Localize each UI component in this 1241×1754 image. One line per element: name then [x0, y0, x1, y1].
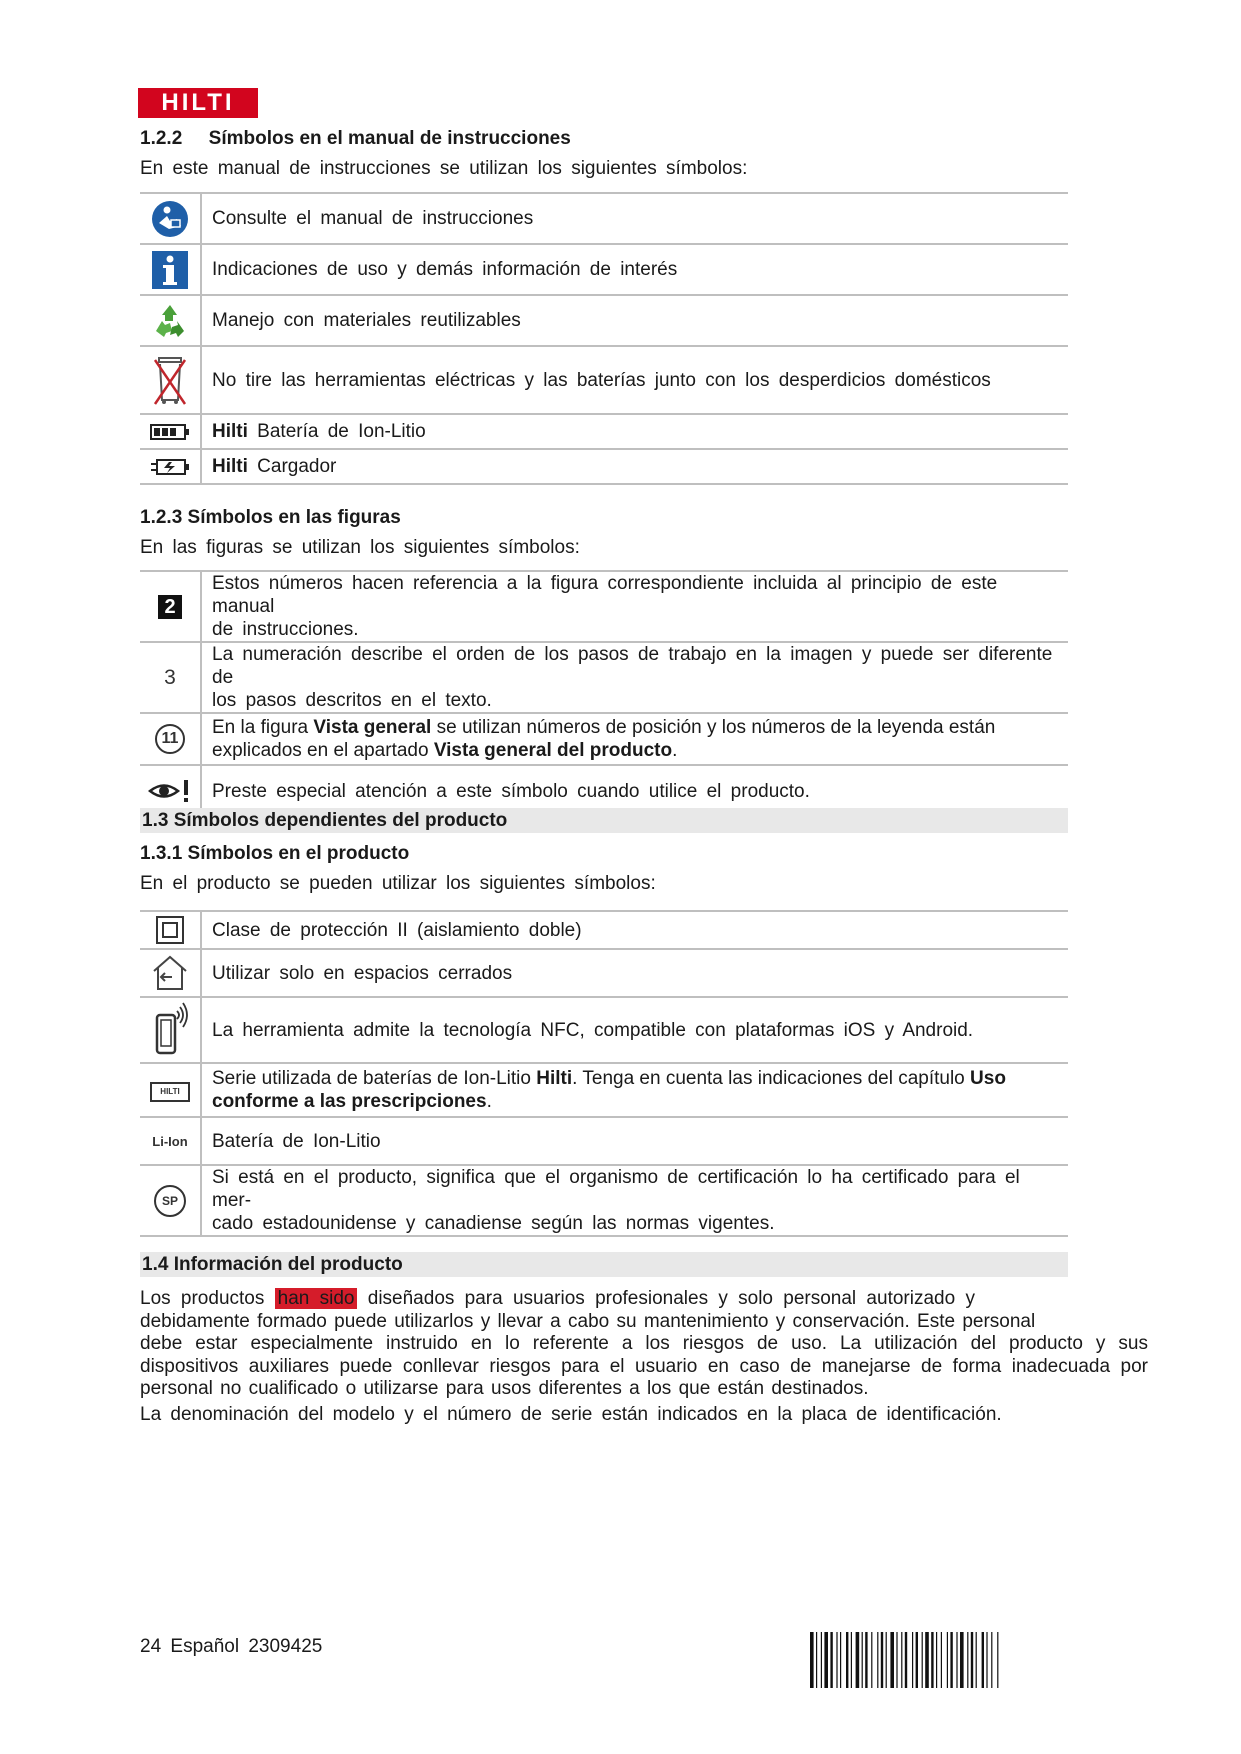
- table-row: [140, 244, 1068, 295]
- table-cell: La herramienta admite la tecnología NFC, compatible con plataformas iOS y Android.: [201, 997, 1068, 1063]
- barcode-bar: [941, 1632, 942, 1688]
- table-row: [140, 346, 1068, 414]
- step-number-icon: 3: [140, 642, 201, 713]
- table-cell: En la figura Vista general se utilizan números de posición y los números de la leyenda están explicados en el apartado Vista general del producto.: [201, 713, 1068, 765]
- barcode-bar: [836, 1632, 837, 1688]
- barcode-bar: [982, 1632, 984, 1688]
- protection-class-ii-icon: [140, 911, 201, 949]
- table-cell: Preste especial atención a este símbolo cuando utilice el producto.: [201, 765, 1068, 817]
- recycle-icon: [140, 295, 201, 346]
- section-1-3-title: 1.3 Símbolos dependientes del producto: [140, 808, 1068, 833]
- barcode-bar: [956, 1632, 957, 1688]
- table-cell: Clase de protección II (aislamiento doble): [201, 911, 1068, 949]
- barcode-bar: [851, 1632, 852, 1688]
- barcode-bar: [950, 1632, 952, 1688]
- barcode-bar: [967, 1632, 968, 1688]
- table-cell: Serie utilizada de baterías de Ion-Litio Hilti. Tenga en cuenta las indicaciones del capítulo Uso conforme a las prescripciones.: [201, 1063, 1068, 1117]
- product-symbols-table: [140, 910, 1068, 1237]
- table-cell: Hilti Batería de Ion-Litio: [201, 414, 1068, 449]
- section-1-4-title: 1.4 Información del producto: [140, 1252, 1068, 1277]
- barcode-bar: [810, 1632, 814, 1688]
- crossed-bin-icon: [140, 346, 201, 414]
- barcode-bar: [871, 1632, 872, 1688]
- info-icon: [140, 244, 201, 295]
- hilti-logo: HILTI: [138, 88, 258, 118]
- figure-symbols-table: [140, 570, 1068, 818]
- barcode-bar: [947, 1632, 948, 1688]
- barcode-bar: [816, 1632, 817, 1688]
- barcode-bar: [936, 1632, 937, 1688]
- barcode-bar: [830, 1632, 832, 1688]
- barcode-bar: [856, 1632, 860, 1688]
- indoor-use-icon: [140, 949, 201, 997]
- manual-symbols-table: [140, 192, 1068, 485]
- barcode-bar: [971, 1632, 973, 1688]
- barcode-bar: [905, 1632, 907, 1688]
- table-row: [140, 997, 1068, 1063]
- table-row: [140, 949, 1068, 997]
- barcode-bar: [976, 1632, 977, 1688]
- table-cell: Hilti Cargador: [201, 449, 1068, 484]
- table-row: [140, 1117, 1068, 1165]
- barcode-bar: [925, 1632, 929, 1688]
- barcode-bar: [916, 1632, 918, 1688]
- position-number-icon: 11: [140, 713, 201, 765]
- section-1-2-3-title: 1.2.3 Símbolos en las figuras: [140, 507, 401, 528]
- barcode-bar: [881, 1632, 883, 1688]
- table-cell: No tire las herramientas eléctricas y las baterías junto con los desperdicios domésticos: [201, 346, 1068, 414]
- product-info-paragraph: Los productos han sido diseñados para usuarios profesionales y solo personal autorizado y debidamente formado puede utilizarlos y llevar a cabo su mantenimiento y conservación. Este personal debe estar especialmente instruido en lo referente a los riesgos de uso. La utilización del producto y sus dispositivos auxiliares puede conllevar riesgos para el usuario en caso de manejarse de forma inadecuada por personal no cualificado o utilizarse para usos diferentes a los que están destinados. La denominación del modelo y el número de serie están indicados en la placa de identificación.: [140, 1288, 1148, 1425]
- highlighted-text: han sido: [275, 1288, 358, 1309]
- table-cell: La numeración describe el orden de los pasos de trabajo en la imagen y puede ser diferente de los pasos descritos en el texto.: [201, 642, 1068, 713]
- barcode-bar: [865, 1632, 867, 1688]
- table-cell: Estos números hacen referencia a la figura correspondiente incluida al principio de este manual de instrucciones.: [201, 571, 1068, 642]
- barcode-bar: [862, 1632, 863, 1688]
- barcode-bar: [960, 1632, 964, 1688]
- barcode-bar: [986, 1632, 987, 1688]
- barcode-bar: [877, 1632, 878, 1688]
- csa-certification-icon: SP: [140, 1165, 201, 1236]
- table-row: [140, 1063, 1068, 1117]
- table-row: [140, 295, 1068, 346]
- barcode-bar: [846, 1632, 848, 1688]
- table-row: [140, 713, 1068, 765]
- table-row: [140, 1165, 1068, 1236]
- barcode-bar: [890, 1632, 894, 1688]
- li-ion-icon: Li-Ion: [140, 1117, 201, 1165]
- barcode-bar: [886, 1632, 887, 1688]
- barcode-bar: [922, 1632, 923, 1688]
- table-cell: Utilizar solo en espacios cerrados: [201, 949, 1068, 997]
- charger-icon: [140, 449, 201, 484]
- barcode-bar: [901, 1632, 902, 1688]
- table-row: [140, 911, 1068, 949]
- barcode-bar: [912, 1632, 913, 1688]
- barcode-bar: [821, 1632, 822, 1688]
- battery-icon: [140, 414, 201, 449]
- table-row: [140, 642, 1068, 713]
- section-1-2-3-intro: En las figuras se utilizan los siguientes símbolos:: [140, 537, 580, 558]
- table-cell: Si está en el producto, significa que el organismo de certificación lo ha certificado para el mer- cado estadounidense y canadiense según las normas vigentes.: [201, 1165, 1068, 1236]
- battery-series-icon: HILTI: [140, 1063, 201, 1117]
- table-cell: Consulte el manual de instrucciones: [201, 193, 1068, 244]
- barcode-bar: [824, 1632, 828, 1688]
- page-footer: 24 Español 2309425: [140, 1636, 323, 1657]
- barcode-bar: [931, 1632, 933, 1688]
- read-manual-icon: [140, 193, 201, 244]
- section-1-3-1-title: 1.3.1 Símbolos en el producto: [140, 843, 410, 864]
- barcode-bar: [991, 1632, 992, 1688]
- section-1-3-1-intro: En el producto se pueden utilizar los siguientes símbolos:: [140, 873, 656, 894]
- table-cell: Manejo con materiales reutilizables: [201, 295, 1068, 346]
- barcode-bar: [840, 1632, 841, 1688]
- section-1-2-2-title: 1.2.2 Símbolos en el manual de instrucciones: [140, 128, 571, 149]
- table-cell: Indicaciones de uso y demás información de interés: [201, 244, 1068, 295]
- nfc-icon: [140, 997, 201, 1063]
- barcode-bar: [997, 1632, 998, 1688]
- table-row: [140, 414, 1068, 449]
- table-row: [140, 193, 1068, 244]
- table-row: [140, 449, 1068, 484]
- figure-number-icon: 2: [140, 571, 201, 642]
- section-1-2-2-intro: En este manual de instrucciones se utilizan los siguientes símbolos:: [140, 158, 748, 179]
- table-cell: Batería de Ion-Litio: [201, 1117, 1068, 1165]
- barcode-bar: [896, 1632, 897, 1688]
- barcode: [810, 1632, 1066, 1688]
- table-row: [140, 571, 1068, 642]
